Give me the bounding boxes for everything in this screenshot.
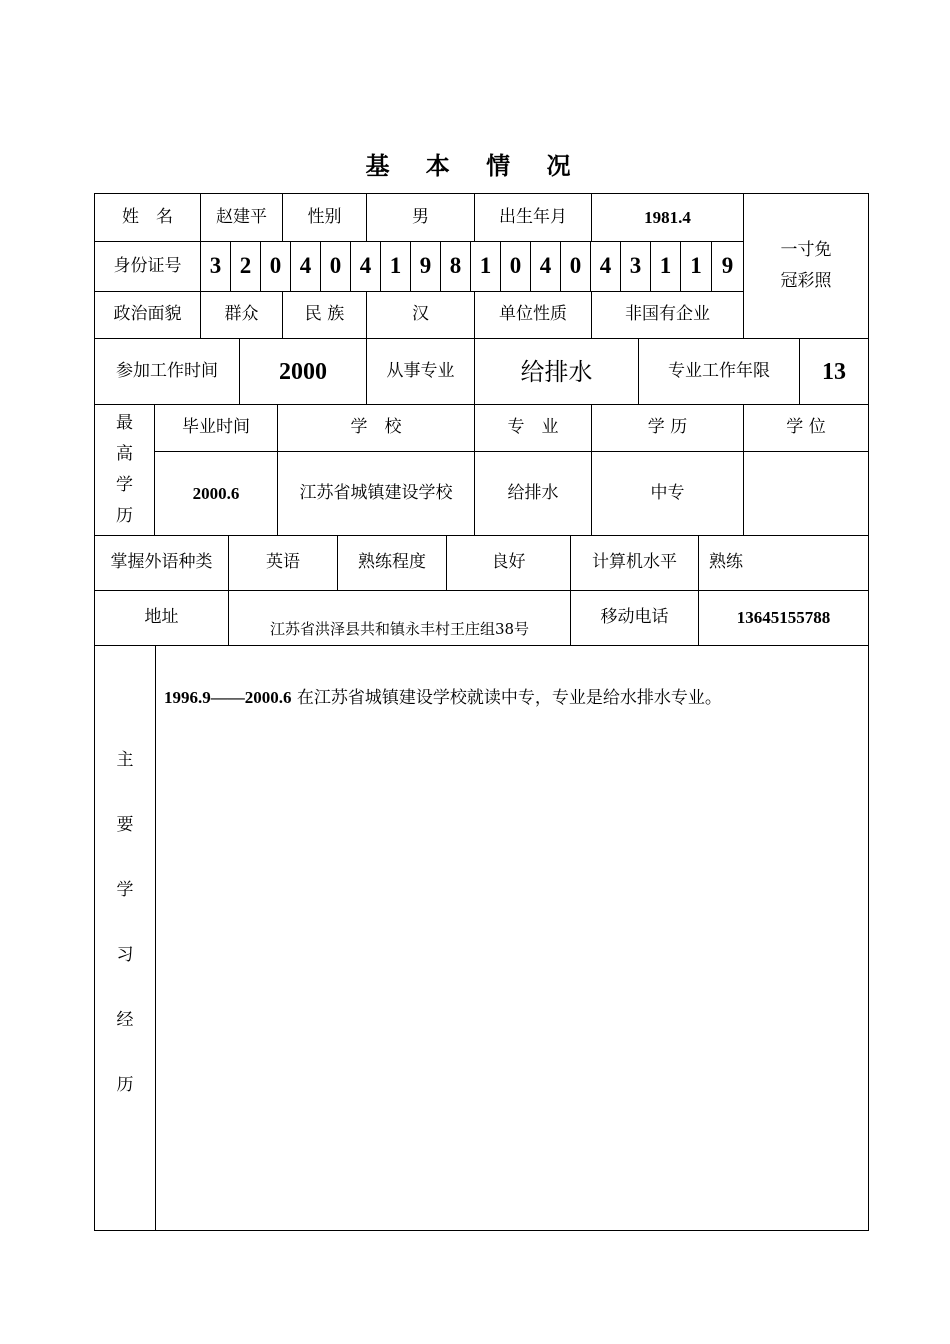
edu-school: 江苏省城镇建设学校 xyxy=(277,451,475,536)
edu-header-grad-time: 毕业时间 xyxy=(154,404,278,452)
work-time-value: 2000 xyxy=(239,338,367,405)
id-digit: 0 xyxy=(500,241,531,292)
id-label: 身份证号 xyxy=(94,241,201,292)
gender-value: 男 xyxy=(366,193,475,242)
name-label: 姓 名 xyxy=(94,193,201,242)
id-digit: 1 xyxy=(650,241,681,292)
major-label: 从事专业 xyxy=(366,338,475,405)
photo-line-1: 一寸免 xyxy=(780,239,832,260)
side-char: 学 xyxy=(116,880,134,900)
history-side-label xyxy=(95,646,156,1230)
side-char: 主 xyxy=(116,750,134,770)
id-digit: 1 xyxy=(470,241,501,292)
proficiency-label: 熟练程度 xyxy=(337,535,447,591)
photo-box xyxy=(743,193,869,339)
ethnic-value: 汉 xyxy=(366,291,475,339)
work-time-label: 参加工作时间 xyxy=(94,338,240,405)
id-digit: 3 xyxy=(620,241,651,292)
edu-degree-level: 中专 xyxy=(591,451,744,536)
id-digit: 3 xyxy=(200,241,231,292)
years-label: 专业工作年限 xyxy=(638,338,800,405)
ethnic-label: 民 族 xyxy=(282,291,367,339)
lang-value: 英语 xyxy=(228,535,338,591)
edu-header-school: 学 校 xyxy=(277,404,475,452)
computer-label: 计算机水平 xyxy=(570,535,699,591)
id-digit: 8 xyxy=(440,241,471,292)
phone-label: 移动电话 xyxy=(570,590,699,646)
side-char: 要 xyxy=(116,815,134,835)
address-value: 江苏省洪泽县共和镇永丰村王庄组38号 xyxy=(228,590,571,646)
id-digit: 1 xyxy=(680,241,712,292)
id-digit: 9 xyxy=(410,241,441,292)
id-digit: 0 xyxy=(260,241,291,292)
id-digit: 0 xyxy=(320,241,351,292)
education-side-label xyxy=(94,404,155,536)
edu-major: 给排水 xyxy=(474,451,592,536)
id-digit: 4 xyxy=(530,241,561,292)
proficiency-value: 良好 xyxy=(446,535,571,591)
side-char: 高 xyxy=(116,444,133,464)
birth-label: 出生年月 xyxy=(474,193,592,242)
edu-header-degree-level: 学 历 xyxy=(591,404,744,452)
side-char: 历 xyxy=(116,1075,134,1095)
name-value: 赵建平 xyxy=(200,193,283,242)
id-digit: 4 xyxy=(590,241,621,292)
gender-label: 性别 xyxy=(282,193,367,242)
id-digit: 2 xyxy=(230,241,261,292)
major-value: 给排水 xyxy=(474,338,639,405)
side-char: 最 xyxy=(116,413,133,433)
photo-line-2: 冠彩照 xyxy=(780,271,832,291)
politics-value: 群众 xyxy=(200,291,283,339)
history-entry-period: 1996.9——2000.6 xyxy=(164,688,292,707)
edu-header-degree: 学 位 xyxy=(743,404,869,452)
side-char: 学 xyxy=(116,475,133,495)
unit-label: 单位性质 xyxy=(474,291,592,339)
history-entry-text: 在江苏省城镇建设学校就读中专，专业是给水排水专业。 xyxy=(291,688,722,708)
id-digit: 9 xyxy=(711,241,744,292)
unit-value: 非国有企业 xyxy=(591,291,744,339)
edu-grad-time: 2000.6 xyxy=(154,451,278,536)
id-digit: 0 xyxy=(560,241,591,292)
side-char: 习 xyxy=(116,945,134,965)
page-title: 基 本 情 况 xyxy=(365,151,585,180)
edu-degree xyxy=(743,451,869,536)
history-entry xyxy=(164,683,722,708)
computer-value: 熟练 xyxy=(698,535,869,591)
id-digit: 1 xyxy=(380,241,411,292)
birth-value: 1981.4 xyxy=(591,193,744,242)
id-digit: 4 xyxy=(350,241,381,292)
edu-header-major: 专 业 xyxy=(474,404,592,452)
phone-value: 13645155788 xyxy=(698,590,869,646)
politics-label: 政治面貌 xyxy=(94,291,201,339)
lang-label: 掌握外语种类 xyxy=(94,535,229,591)
address-label: 地址 xyxy=(94,590,229,646)
side-char: 历 xyxy=(116,506,133,526)
side-char: 经 xyxy=(116,1010,134,1030)
id-digit: 4 xyxy=(290,241,321,292)
years-value: 13 xyxy=(799,338,869,405)
study-history xyxy=(94,645,869,1231)
